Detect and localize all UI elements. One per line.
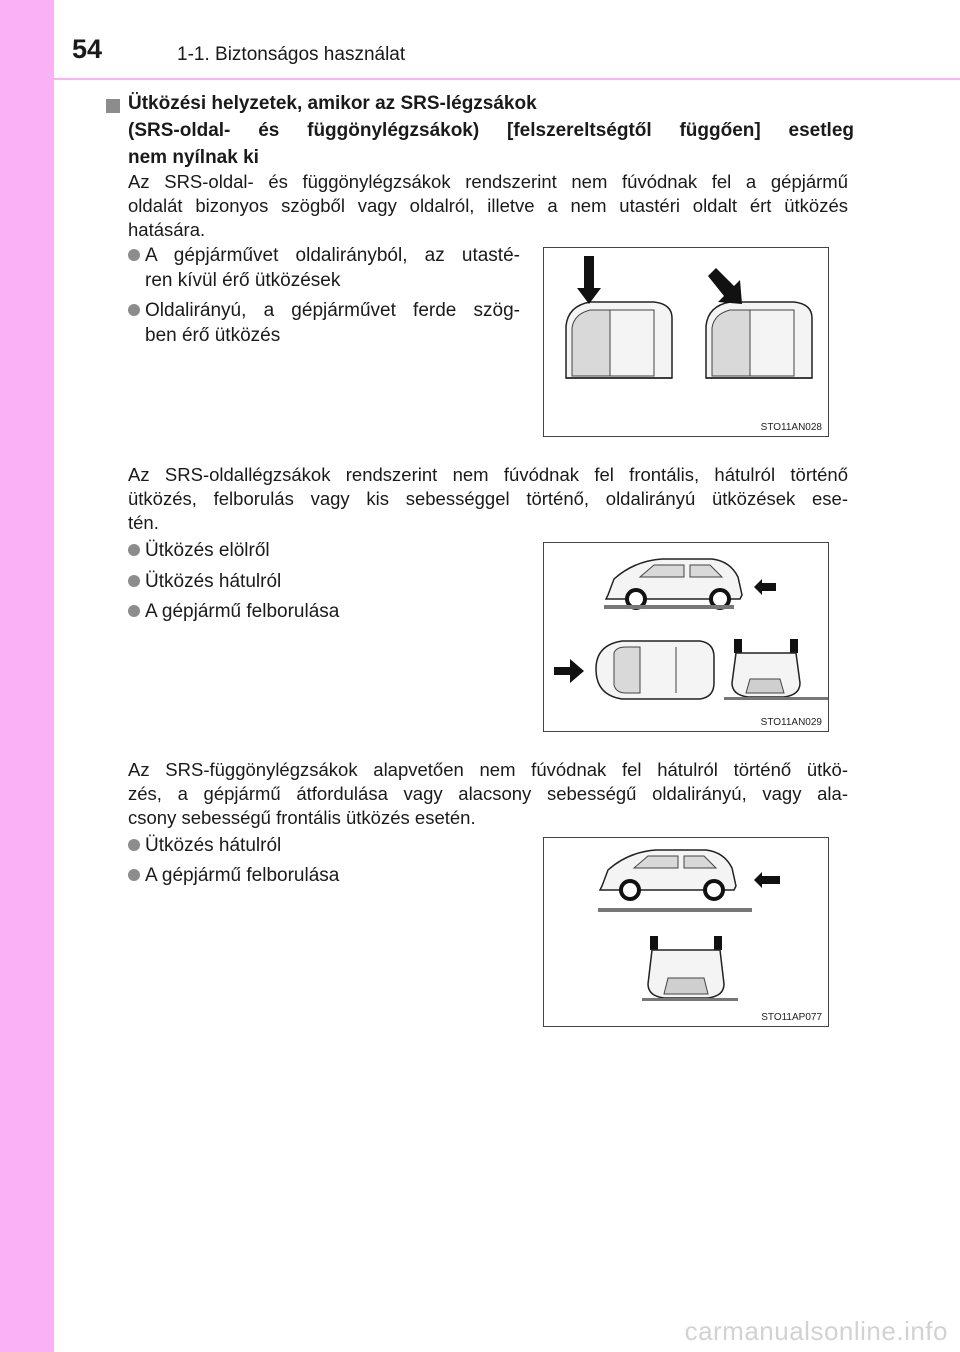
- section2-bullet: [128, 569, 281, 594]
- ground-line: [604, 605, 734, 609]
- section2-intro: [128, 463, 848, 535]
- car-top-view-icon: [566, 302, 672, 378]
- section2-bullet: [128, 599, 339, 624]
- heading: [128, 90, 854, 171]
- bullet-dot-icon: [128, 249, 140, 261]
- bullet-text: ren kívül érő ütközések: [145, 270, 341, 291]
- section1-bullet: [128, 243, 520, 293]
- impact-arrow-icon: [577, 256, 601, 304]
- bullet-text: Ütközés hátulról: [145, 835, 282, 856]
- section3-bullet: [128, 833, 281, 858]
- figure-front-rear-rollover: [543, 542, 829, 732]
- figure-side-impact: [543, 247, 829, 437]
- bullet-dot-icon: [128, 869, 140, 881]
- bullet-text: A gépjármű felborulása: [145, 601, 340, 622]
- bullet-dot-icon: [128, 605, 140, 617]
- section1-intro-line: hatására.: [128, 219, 206, 240]
- heading-line-1: Ütközési helyzetek, amikor az SRS-légzsákok: [128, 93, 537, 114]
- impact-arrow-icon: [754, 579, 776, 595]
- bullet-text: A gépjárművet oldalirányból, az utasté-: [145, 245, 520, 266]
- impact-arrow-icon: [754, 872, 780, 888]
- figure-code: STO11AP077: [761, 1012, 822, 1023]
- ground-line: [724, 697, 828, 700]
- section1-intro-line: Az SRS-oldal- és függönylégzsákok rendszerint nem fúvódnak fel a gépjármű: [128, 171, 848, 192]
- car-rollover-icon: [732, 639, 800, 697]
- bullet-dot-icon: [128, 839, 140, 851]
- page-number: 54: [72, 34, 103, 64]
- front-rear-rollover-illustration: [544, 543, 830, 733]
- heading-line-2: (SRS-oldal- és függönylégzsákok) [felszereltségtől függően] esetleg: [128, 120, 854, 141]
- heading-line-3: nem nyílnak ki: [128, 147, 259, 168]
- section2-bullet: [128, 538, 270, 563]
- section3-intro-line: Az SRS-függönylégzsákok alapvetően nem fúvódnak fel hátulról történő ütkö-: [128, 759, 848, 780]
- side-tab-band: [0, 0, 54, 1352]
- car-top-view-icon: [596, 641, 714, 699]
- figure-code: STO11AN028: [760, 422, 822, 433]
- section3-bullet: [128, 863, 339, 888]
- section-title: 1-1. Biztonságos használat: [177, 44, 406, 65]
- header-rule: [54, 78, 960, 80]
- watermark: carmanualsonline.info: [684, 1316, 948, 1346]
- heading-square-icon: [106, 99, 120, 113]
- car-side-view-icon: [600, 850, 736, 899]
- section3-intro-line: zés, a gépjármű átfordulása vagy alacsony sebességű oldalirányú, vagy ala-: [128, 783, 848, 804]
- section2-intro-line: tén.: [128, 512, 159, 533]
- car-side-view-icon: [606, 559, 742, 608]
- section1-intro: [128, 170, 848, 242]
- ground-line: [598, 908, 752, 912]
- bullet-text: A gépjármű felborulása: [145, 865, 340, 886]
- section3-intro: [128, 758, 848, 830]
- bullet-text: Oldalirányú, a gépjárművet ferde szög-: [145, 300, 520, 321]
- bullet-dot-icon: [128, 544, 140, 556]
- figure-code: STO11AN029: [760, 717, 822, 728]
- section1-bullet: [128, 298, 520, 348]
- section1-intro-line: oldalát bizonyos szögből vagy oldalról, illetve a nem utastéri oldalt ért ütközés: [128, 195, 848, 216]
- figure-rear-rollover: [543, 837, 829, 1027]
- bullet-dot-icon: [128, 304, 140, 316]
- section2-intro-line: Az SRS-oldallégzsákok rendszerint nem fúvódnak fel frontális, hátulról történő: [128, 464, 848, 485]
- bullet-dot-icon: [128, 575, 140, 587]
- car-top-view-icon: [706, 302, 812, 378]
- impact-arrow-icon: [554, 659, 584, 683]
- bullet-text: ben érő ütközés: [145, 325, 281, 346]
- car-rollover-icon: [648, 936, 724, 998]
- rear-rollover-illustration: [544, 838, 830, 1028]
- section3-intro-line: csony sebességű frontális ütközés esetén.: [128, 807, 476, 828]
- bullet-text: Ütközés elölről: [145, 540, 270, 561]
- side-impact-illustration: [544, 248, 830, 438]
- impact-arrow-icon: [708, 268, 742, 304]
- ground-line: [642, 998, 738, 1001]
- section2-intro-line: ütközés, felborulás vagy kis sebességgel történő, oldalirányú ütközések ese-: [128, 488, 848, 509]
- bullet-text: Ütközés hátulról: [145, 571, 282, 592]
